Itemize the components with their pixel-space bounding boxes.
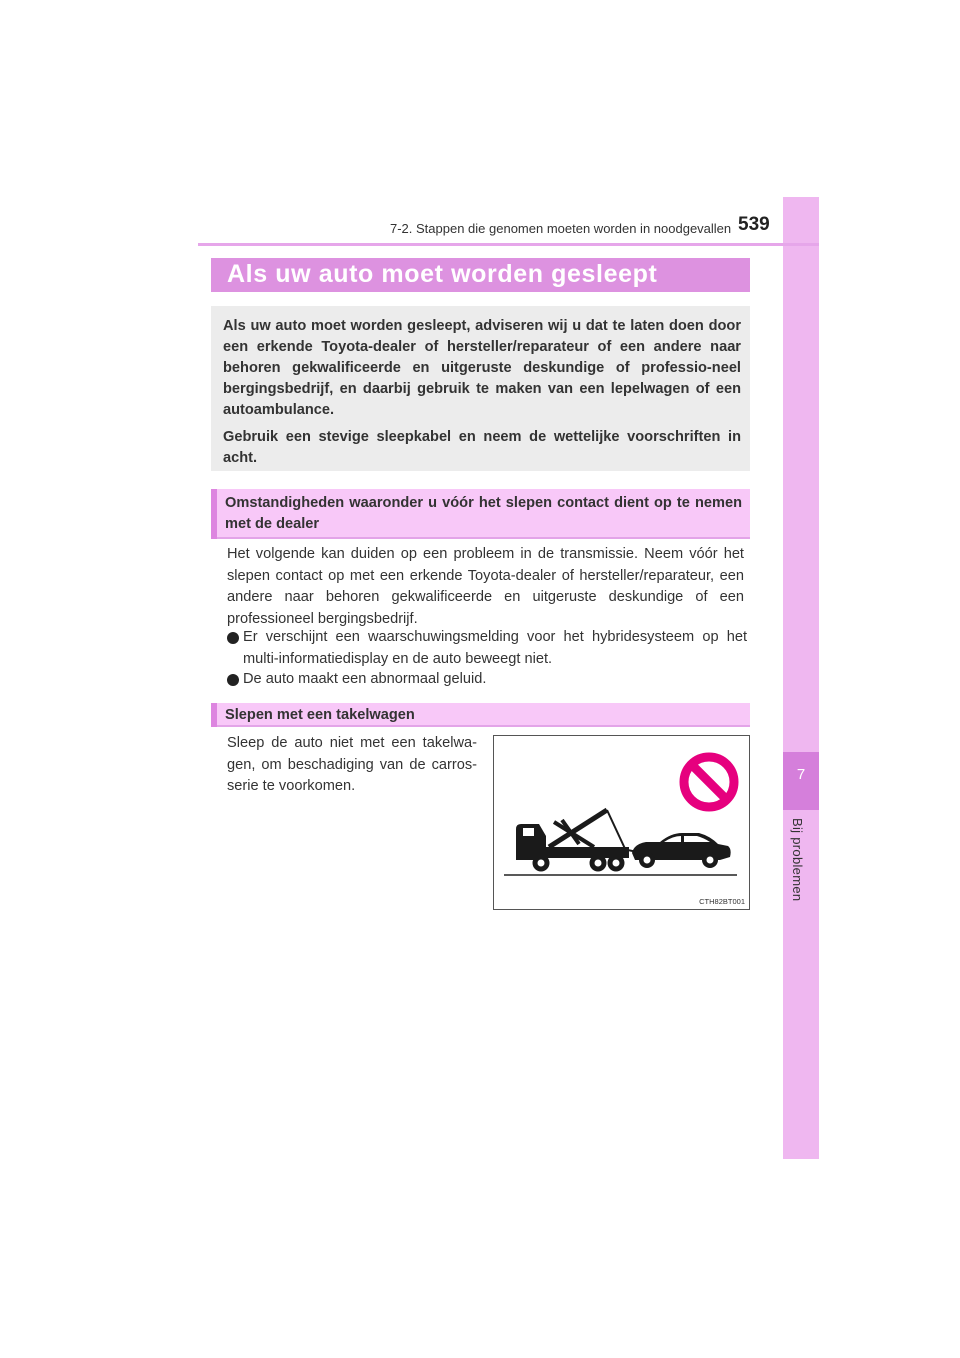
tow-truck-illustration: [494, 736, 749, 909]
chapter-label: Bij problemen: [790, 818, 805, 902]
bullet-icon: [227, 674, 239, 686]
prohibition-icon: [684, 757, 734, 807]
intro-paragraph-1: Als uw auto moet worden gesleept, adviseren wij u dat te laten doen door een erkende Toyota-dealer of hersteller/reparateur of een andere naar behoren gekwalificeerde en uitgeruste deskundige of professio-neel bergingsbedrijf, en daarbij gebruik te maken van een lepelwagen of een autoambulance.: [223, 318, 741, 418]
dealer-body-text: Het volgende kan duiden op een probleem in de transmissie. Neem vóór het slepen contact op met een erkende Toyota-dealer of hersteller/reparateur, een andere naar behoren gekwalificeerde en uitgeruste deskundige of een professioneel bergingsbedrijf.: [227, 546, 744, 627]
bullet-icon: [227, 632, 239, 644]
chapter-number: 7: [796, 766, 806, 783]
list-item: [227, 669, 747, 691]
section-reference: 7-2. Stappen die genomen moeten worden in noodgevallen: [390, 221, 732, 236]
chapter-side-tab: [783, 197, 819, 1159]
tow-heading-text: Slepen met een takelwagen: [225, 707, 415, 723]
dealer-heading-text: Omstandigheden waaronder u vóór het slepen contact dient op te nemen met de dealer: [225, 495, 742, 532]
car-icon: [632, 833, 731, 868]
intro-box: [211, 306, 750, 471]
page-number: 539: [738, 214, 770, 235]
tow-body-text: Sleep de auto niet met een takelwa-gen, om beschadiging van de carros-serie te voorkomen.: [227, 735, 477, 794]
dealer-subheading: [211, 489, 750, 539]
tow-truck-figure: [493, 735, 750, 910]
figure-code: CTH82BT001: [699, 897, 745, 906]
intro-paragraph-2: Gebruik een stevige sleepkabel en neem de wettelijke voorschriften in acht.: [223, 429, 741, 466]
page-title: Als uw auto moet worden gesleept: [227, 260, 658, 288]
tow-truck-icon: [516, 810, 642, 872]
list-item-text: De auto maakt een abnormaal geluid.: [243, 671, 487, 687]
header-divider: [198, 243, 819, 246]
list-item: [227, 627, 747, 670]
tow-subheading: [211, 703, 750, 727]
list-item-text: Er verschijnt een waarschuwingsmelding voor het hybridesysteem op het multi-informatiedisplay en de auto beweegt niet.: [243, 629, 747, 667]
